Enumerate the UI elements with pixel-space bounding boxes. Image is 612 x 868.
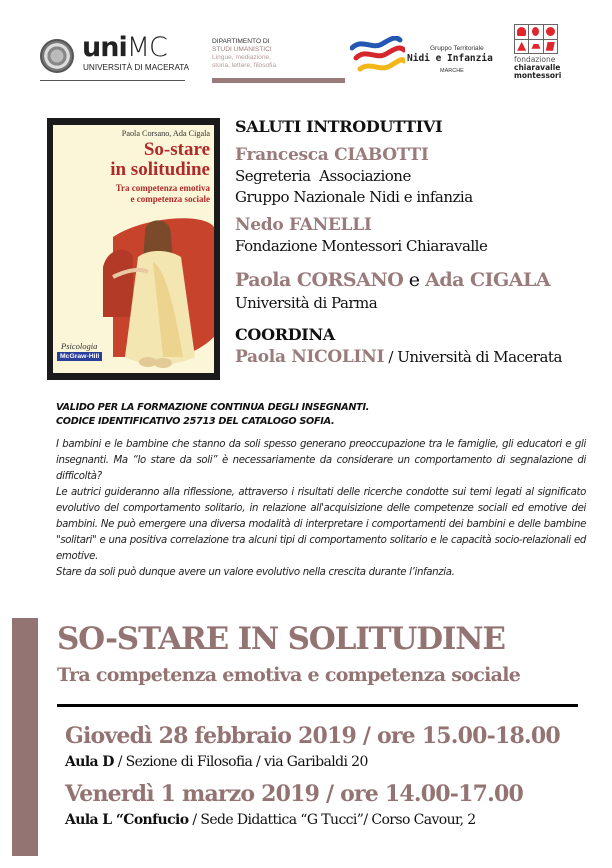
accent-bar (12, 618, 38, 856)
book-subtitle-line1: Tra competenza emotiva (115, 183, 210, 193)
event-title: SO-STARE IN SOLITUDINE (57, 621, 505, 657)
montessori-logo (514, 24, 574, 84)
author2-name: Ada CIGALA (425, 269, 551, 291)
department-line2: STUDI UMANISTICI (212, 46, 272, 53)
book-series: Psicologia (61, 341, 98, 351)
description-paragraph-2: Le autrici guideranno alla riflessione, attraverso i risultati delle ricerche condotte sui temi legati al significato evolutivo del comportamento solitario, in relazione all'acquisizione delle competenze sociali ed emotive dei bambini. Ne può emergere una diversa modalità di interpretare i comportamenti dei bambini e delle bambine "solitari" e una positiva correlazione tra alcuni tipi di comportamento solitario e le capacità socio-relazionali ed emotive. (56, 487, 586, 562)
authors-affiliation: Università di Parma (235, 294, 378, 312)
nidi-line2: Nidi e Infanzia (407, 53, 493, 64)
session2-address: / Sede Didattica “G Tucci”/ Corso Cavour, 2 (188, 812, 476, 828)
session1-date: Giovedì 28 febbraio 2019 / ore 15.00-18.00 (65, 723, 560, 749)
book-title-line2: in solitudine (110, 159, 210, 180)
department-line4: storia, lettere, filosofia (212, 62, 277, 69)
coordinator-line (235, 346, 595, 368)
unimc-logo (40, 32, 190, 84)
speaker1-role2: Gruppo Nazionale Nidi e infanzia (235, 188, 473, 206)
coord-heading: COORDINA (235, 325, 335, 344)
university-seal-icon (40, 39, 74, 73)
session2-date: Venerdì 1 marzo 2019 / ore 14.00-17.00 (65, 781, 523, 807)
description (56, 437, 586, 581)
department-line1: DIPARTIMENTO DI (212, 38, 270, 45)
montessori-shapes-icon (514, 24, 558, 54)
book-authors: Paola Corsano, Ada Cigala (121, 129, 210, 138)
unimc-word-bold: uni (82, 32, 127, 63)
session1-address: / Sezione di Filosofia / via Garibaldi 20 (113, 754, 368, 770)
coordinator-affiliation: / Università di Macerata (384, 348, 562, 366)
book-title-line1: So-stare (143, 139, 210, 160)
speaker1-role1: Segreteria Associazione (235, 167, 411, 185)
training-notice (56, 401, 369, 429)
unimc-subtitle: UNIVERSITÀ DI MACERATA (83, 63, 190, 72)
montessori-line1: fondazione (514, 55, 556, 64)
authors-conjunction: e (403, 269, 426, 291)
session1-location (65, 752, 368, 772)
speaker1-name: Francesca CIABOTTI (235, 145, 429, 165)
montessori-line2: chiaravalle (514, 63, 561, 72)
book-cover (47, 118, 220, 380)
nidi-line3: MARCHE (440, 68, 464, 74)
book-publisher: McGraw-Hill (57, 352, 102, 361)
author1-name: Paola CORSANO (235, 269, 404, 291)
session1-room: Aula D (65, 754, 114, 770)
department-logo (212, 38, 362, 70)
nidi-infanzia-logo (350, 36, 500, 81)
speaker2-name: Nedo FANELLI (235, 215, 372, 235)
event-subtitle: Tra competenza emotiva e competenza sociale (57, 664, 521, 686)
description-paragraph-1: I bambini e le bambine che stanno da soli spesso generano preoccupazione tra le famiglie, gli educatori e gli insegnanti. Ma “lo stare da soli” è necessariamente da considerare un comportamento di segnalazione di difficoltà? (56, 439, 586, 482)
speaker2-role: Fondazione Montessori Chiaravalle (235, 237, 488, 255)
speakers-section (235, 116, 595, 368)
unimc-word-light: MC (126, 32, 167, 63)
intro-heading: SALUTI INTRODUTTIVI (235, 117, 443, 136)
session2-room: Aula L “Confucio (65, 812, 189, 828)
unimc-divider (40, 80, 185, 81)
unimc-wordmark (82, 34, 167, 61)
wave-stripes-icon (350, 36, 405, 81)
description-paragraph-3: Stare da soli può dunque avere un valore evolutivo nella crescita durante l’infanzia. (56, 567, 455, 578)
authors-line (235, 267, 595, 293)
notice-line1: VALIDO PER LA FORMAZIONE CONTINUA DEGLI INSEGNANTI. (56, 402, 370, 413)
book-subtitle-line2: e competenza sociale (130, 194, 210, 204)
nidi-line1: Gruppo Territoriale (430, 45, 484, 52)
montessori-line3: montessori (514, 71, 562, 80)
department-bar (212, 78, 345, 83)
notice-line2: CODICE IDENTIFICATIVO 25713 DEL CATALOGO SOFIA. (56, 416, 335, 427)
coordinator-name: Paola NICOLINI (235, 347, 385, 367)
session2-location (65, 810, 476, 830)
title-divider (57, 704, 578, 707)
department-line3: Lingue, mediazione, (212, 54, 272, 61)
